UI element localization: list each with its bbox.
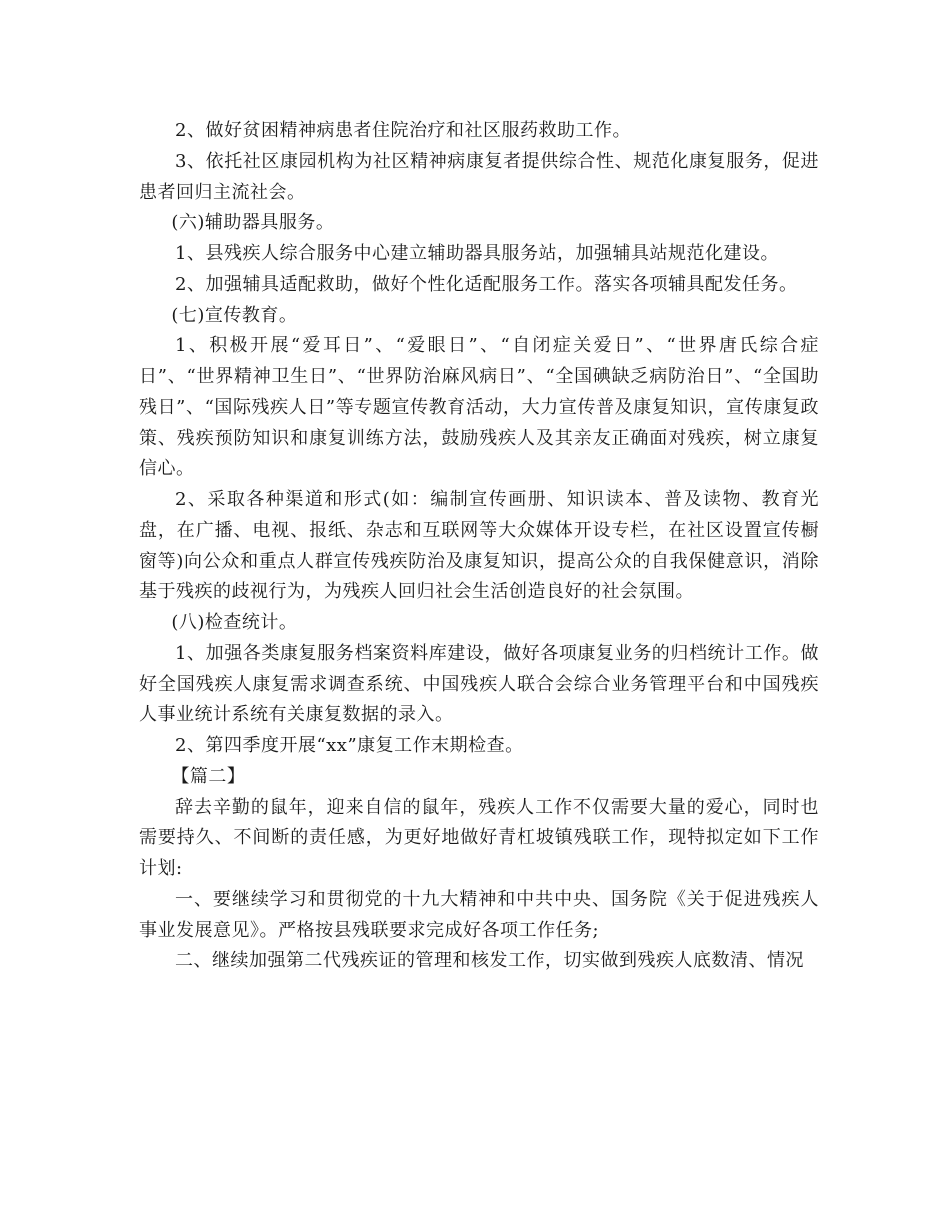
paragraph: 2、加强辅具适配救助，做好个性化适配服务工作。落实各项辅具配发任务。 <box>175 273 798 295</box>
paragraph: 3、依托社区康园机构为社区精神病康复者提供综合性、规范化康复服务，促进患者回归主流社会。 <box>139 150 819 203</box>
paragraph: 2、采取各种渠道和形式(如：编制宣传画册、知识读本、普及读物、教育光盘，在广播、电视、报纸、杂志和互联网等大众媒体开设专栏，在社区设置宣传橱窗等)向公众和重点人群宣传残疾防治及康复知识，提高公众的自我保健意识，消除基于残疾的歧视行为，为残疾人回归社会生活创造良好的社会氛围。 <box>139 489 819 603</box>
part-heading: 【篇二】 <box>171 765 246 787</box>
paragraph: 2、第四季度开展“xx”康复工作末期检查。 <box>175 735 524 756</box>
paragraph: 1、县残疾人综合服务中心建立辅助器具服务站，加强辅具站规范化建设。 <box>175 243 779 264</box>
paragraph: 1、加强各类康复服务档案资料库建设，做好各项康复业务的归档统计工作。做好全国残疾人康复需求调查系统、中国残疾人联合会综合业务管理平台和中国残疾人事业统计系统有关康复数据的录入。 <box>139 642 819 726</box>
section-heading: (八)检查统计。 <box>171 612 298 633</box>
paragraph: 一、要继续学习和贯彻党的十九大精神和中共中央、国务院《关于促进残疾人事业发展意见》。严格按县残联要求完成好各项工作任务; <box>139 888 819 941</box>
section-heading: (六)辅助器具服务。 <box>171 212 335 234</box>
paragraph: 1、积极开展“爱耳日”、“爱眼日”、“自闭症关爱日”、“世界唐氏综合症日”、“世界精神卫生日”、“世界防治麻风病日”、“全国碘缺乏病防治日”、“全国助残日”、“国际残疾人日”等专题宣传教育活动，大力宣传普及康复知识，宣传康复政策、残疾预防知识和康复训练方法，鼓励残疾人及其亲友正确面对残疾，树立康复信心。 <box>139 335 819 480</box>
document-body <box>139 116 819 977</box>
paragraph: 二、继续加强第二代残疾证的管理和核发工作，切实做到残疾人底数清、情况 <box>175 950 804 972</box>
paragraph: 辞去辛勤的鼠年，迎来自信的鼠年，残疾人工作不仅需要大量的爱心，同时也需要持久、不间断的责任感，为更好地做好青杠坡镇残联工作，现特拟定如下工作计划: <box>139 796 819 879</box>
section-heading: (七)宣传教育。 <box>171 304 298 326</box>
paragraph: 2、做好贫困精神病患者住院治疗和社区服药救助工作。 <box>175 120 631 141</box>
